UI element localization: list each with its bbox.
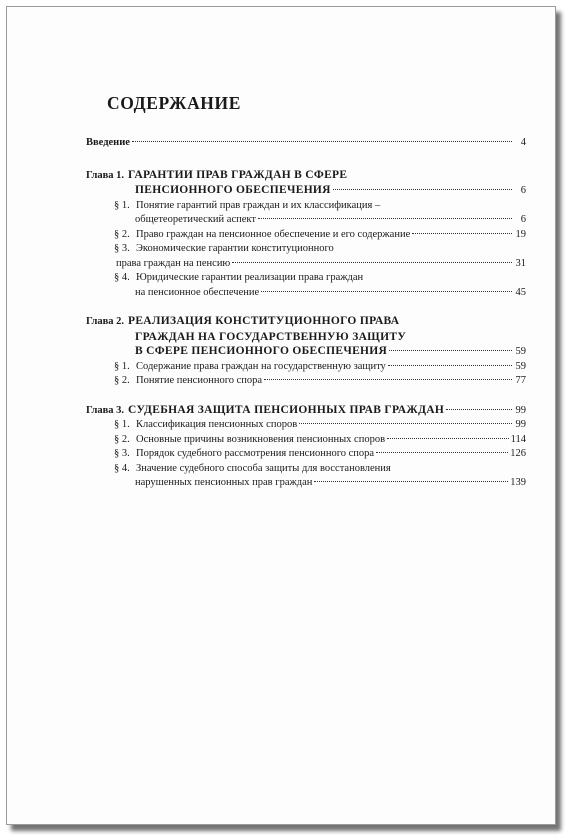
chapter-label: Глава 3.	[86, 404, 125, 416]
page-number: 126	[510, 448, 526, 459]
dot-leader	[333, 189, 512, 190]
section-number: § 2.	[114, 228, 130, 240]
toc-section-cont	[86, 476, 526, 491]
section-title-cont: на пенсионное обеспечение	[135, 286, 260, 298]
page-number: 77	[515, 375, 526, 386]
document-page	[6, 6, 556, 825]
page-title: СОДЕРЖАНИЕ	[107, 93, 242, 113]
chapter-2-heading-cont	[86, 330, 526, 345]
section-title: Значение судебного способа защиты для восстановления	[136, 462, 391, 474]
section-title: Порядок судебного рассмотрения пенсионного спора	[136, 448, 375, 459]
toc-section	[86, 199, 526, 214]
chapter-2-heading-cont	[86, 344, 526, 360]
dot-leader	[132, 141, 512, 142]
section-title: Понятие пенсионного спора	[136, 375, 263, 386]
page-number: 6	[520, 214, 526, 225]
chapter-title-line: ПЕНСИОННОГО ОБЕСПЕЧЕНИЯ	[135, 184, 331, 196]
dot-leader	[387, 438, 509, 439]
page-number: 59	[515, 360, 526, 372]
toc-section	[86, 242, 526, 257]
page-number: 99	[515, 419, 526, 430]
dot-leader	[376, 452, 508, 453]
page-number: 6	[520, 185, 526, 196]
toc-section	[86, 228, 526, 243]
chapter-title-line: СУДЕБНАЯ ЗАЩИТА ПЕНСИОННЫХ ПРАВ ГРАЖДАН	[128, 403, 445, 416]
toc-section-cont	[86, 213, 526, 228]
dot-leader	[314, 481, 508, 482]
page-number: 99	[515, 404, 526, 416]
section-title-cont: права граждан на пенсию	[116, 257, 231, 269]
section-title: Содержание права граждан на государственную защиту	[136, 360, 386, 372]
section-number: § 1.	[114, 199, 130, 211]
chapter-2-heading	[86, 314, 526, 330]
page-number: 45	[515, 286, 526, 298]
page-number: 19	[515, 228, 526, 240]
section-title: Основные причины возникновения пенсионных споров	[136, 433, 386, 445]
section-title: Классификация пенсионных споров	[136, 419, 298, 430]
chapter-3-heading	[86, 403, 526, 419]
chapter-title-line: В СФЕРЕ ПЕНСИОННОГО ОБЕСПЕЧЕНИЯ	[135, 345, 388, 357]
toc-section	[86, 447, 526, 462]
page-number: 59	[515, 346, 526, 357]
toc-section	[86, 374, 526, 389]
toc-entry-intro	[86, 136, 526, 151]
section-title: Право граждан на пенсионное обеспечение и его содержание	[136, 228, 411, 240]
dot-leader	[446, 409, 512, 410]
section-number: § 3.	[114, 243, 130, 254]
page-number: 139	[510, 477, 526, 488]
section-title: Экономические гарантии конституционного	[136, 243, 334, 254]
dot-leader	[412, 233, 512, 234]
dot-leader	[258, 218, 512, 219]
dot-leader	[261, 291, 512, 292]
chapter-title-line: РЕАЛИЗАЦИЯ КОНСТИТУЦИОННОГО ПРАВА	[128, 315, 400, 327]
section-title: Юридические гарантии реализации права граждан	[136, 272, 364, 283]
dot-leader	[388, 365, 512, 366]
section-number: § 1.	[114, 360, 130, 372]
section-number: § 4.	[114, 272, 130, 283]
section-number: § 3.	[114, 448, 130, 459]
toc-section	[86, 433, 526, 448]
section-number: § 2.	[114, 375, 130, 386]
toc-section-cont	[86, 286, 526, 301]
chapter-1-heading-cont	[86, 183, 526, 199]
chapter-label: Глава 2.	[86, 316, 125, 327]
table-of-contents	[86, 136, 526, 491]
toc-entry-text: Введение	[86, 137, 130, 148]
page-number: 114	[510, 433, 526, 445]
dot-leader	[389, 350, 512, 351]
dot-leader	[299, 423, 512, 424]
chapter-title-line: ГРАЖДАН НА ГОСУДАРСТВЕННУЮ ЗАЩИТУ	[135, 330, 407, 343]
section-number: § 2.	[114, 433, 130, 445]
chapter-1-heading	[86, 168, 526, 184]
toc-section	[86, 360, 526, 375]
dot-leader	[232, 262, 512, 263]
toc-section	[86, 462, 526, 477]
dot-leader	[264, 379, 512, 380]
toc-section-cont	[86, 257, 526, 272]
toc-section	[86, 418, 526, 433]
section-title-cont: общетеоретический аспект	[135, 214, 256, 225]
section-title: Понятие гарантий прав граждан и их классификация –	[136, 199, 381, 211]
section-number: § 1.	[114, 419, 130, 430]
chapter-label: Глава 1.	[86, 169, 125, 181]
section-title-cont: нарушенных пенсионных прав граждан	[135, 477, 313, 488]
page-number: 4	[520, 137, 526, 148]
chapter-title-line: ГАРАНТИИ ПРАВ ГРАЖДАН В СФЕРЕ	[128, 168, 348, 181]
section-number: § 4.	[114, 462, 130, 474]
page-number: 31	[515, 257, 526, 269]
toc-section	[86, 271, 526, 286]
